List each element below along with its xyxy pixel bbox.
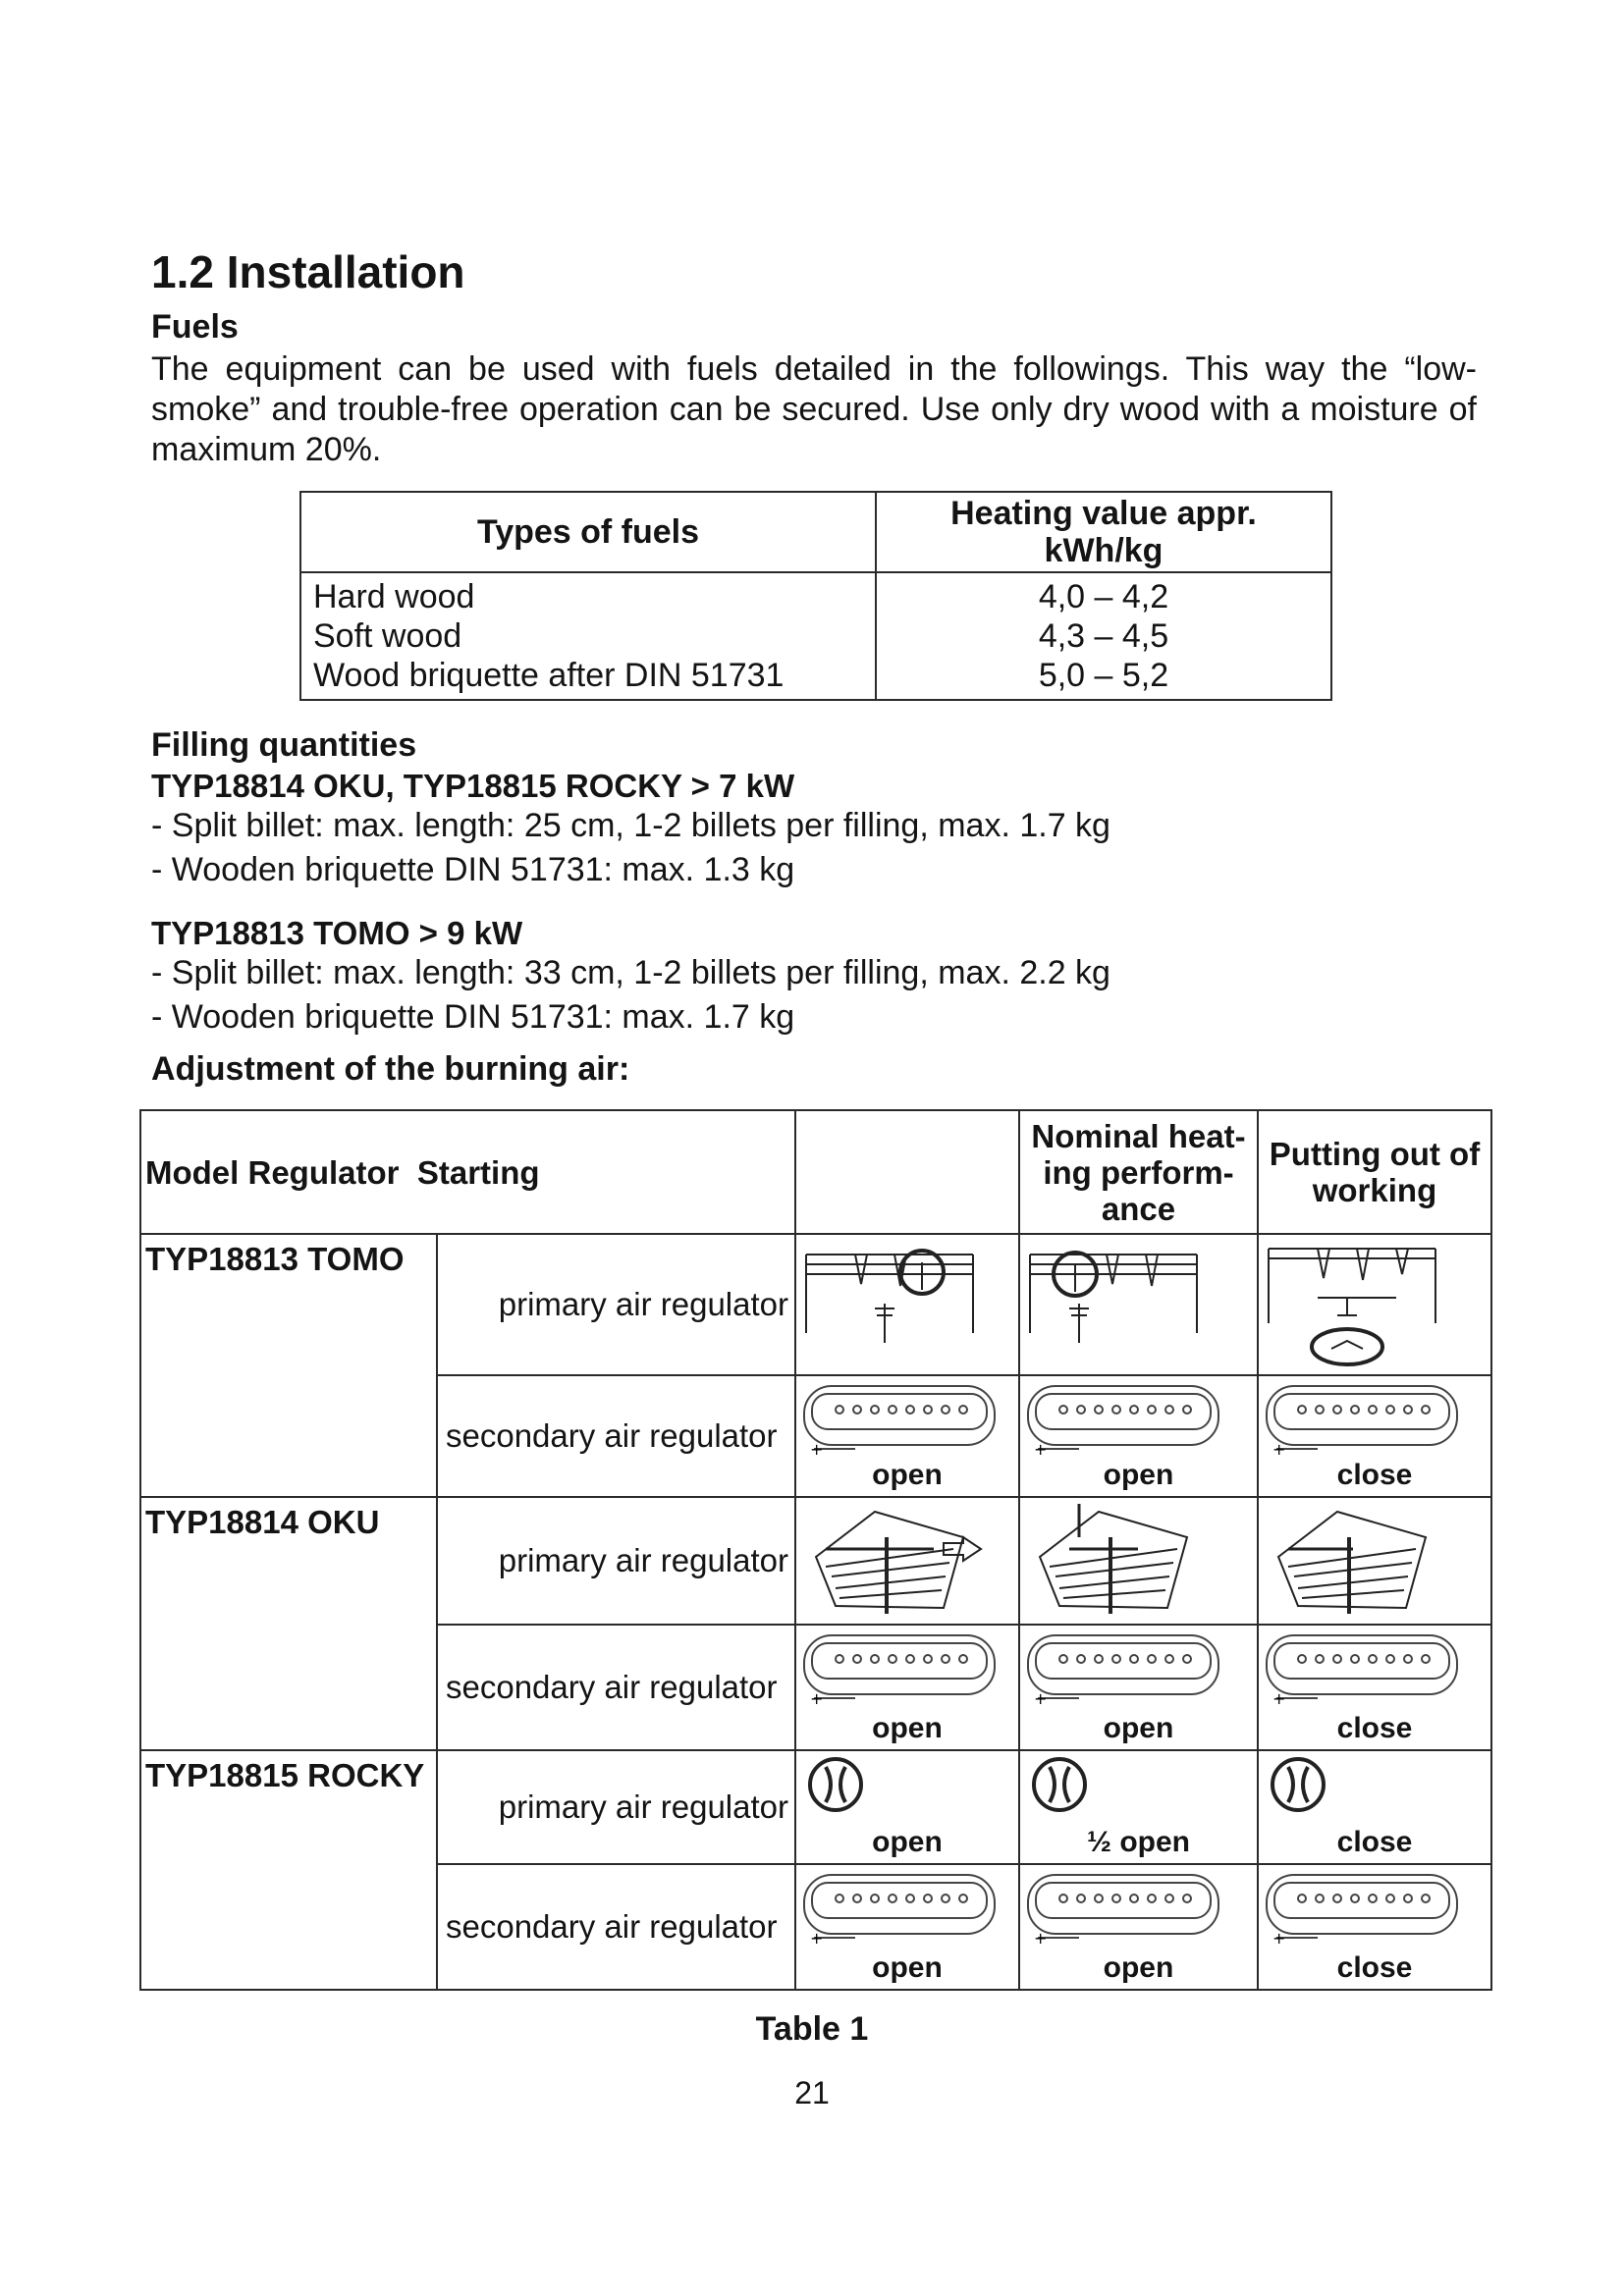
filling-group1-title: TYP18814 OKU, TYP18815 ROCKY > 7 kW [151,768,795,804]
nominal-line3: ance [1101,1190,1176,1227]
regulator-label: primary air regulator [437,1750,795,1864]
table-row [140,1234,1491,1375]
putting-line2: working [1312,1172,1437,1208]
fuels-col-heating-value [876,492,1331,572]
svg-text:+: + [1034,1929,1048,1948]
slider-diagram-icon [796,1376,1002,1459]
col-putting-out [1258,1110,1491,1234]
slider-diagram-icon [796,1865,1002,1948]
putting-line1: Putting out of [1269,1136,1481,1172]
rail-diagram-icon [796,1235,983,1368]
table-row [140,1750,1491,1864]
heating-value-line2: kWh/kg [1044,532,1164,569]
fuels-col-types: Types of fuels [300,492,876,572]
rocky-secondary-nominal [1019,1864,1258,1990]
slider-diagram-icon [796,1626,1002,1708]
fuel-type: Wood briquette after DIN 51731 [313,657,785,694]
table-caption: Table 1 [755,2010,869,2048]
filling-heading: Filling quantities [151,726,417,764]
adjustment-table [139,1109,1492,1991]
model-name: TYP18813 TOMO [140,1234,437,1497]
dial-icon [1020,1751,1099,1820]
heating-value-line1: Heating value appr. [950,495,1257,532]
oku-secondary-start [795,1625,1019,1750]
tomo-secondary-start [795,1375,1019,1497]
tomo-secondary-nominal [1019,1375,1258,1497]
filling-group2-line1: - Split billet: max. length: 33 cm, 1-2 billets per filling, max. 2.2 kg [151,954,1110,991]
slider-diagram-icon [1259,1626,1465,1708]
dial-icon [1259,1751,1337,1820]
slider-diagram-icon [1020,1865,1226,1948]
model-name: TYP18814 OKU [140,1497,437,1750]
dial-icon [796,1751,875,1820]
slider-diagram-icon [1020,1376,1226,1459]
oku-primary-nominal [1019,1497,1258,1625]
nominal-line2: ing perform- [1043,1153,1234,1191]
regulator-state: open [872,1712,943,1744]
slider-diagram-icon [1259,1865,1465,1948]
col-empty [795,1110,1019,1234]
table-row [140,1497,1491,1625]
regulator-state: close [1336,1712,1413,1744]
regulator-label: primary air regulator [437,1234,795,1375]
lever-diagram-icon [1020,1498,1217,1622]
filling-group2-line2: - Wooden briquette DIN 51731: max. 1.7 kg [151,998,795,1036]
nominal-line1: Nominal heat- [1031,1117,1246,1154]
fuel-types-cell [300,572,876,700]
svg-text:+: + [810,1440,824,1459]
svg-text:+: + [810,1689,824,1708]
regulator-label: primary air regulator [437,1497,795,1625]
slider-diagram-icon [1259,1376,1465,1459]
regulator-state: open [872,1826,943,1858]
regulator-state: open [1103,1459,1174,1491]
fuel-value: 4,0 – 4,2 [1038,578,1169,615]
tomo-primary-putting-out [1258,1234,1491,1375]
fuels-table-body [300,572,1331,700]
model-name: TYP18815 ROCKY [140,1750,437,1990]
fuels-heading: Fuels [151,308,239,346]
slider-diagram-icon [1020,1626,1226,1708]
regulator-state: ½ open [1086,1826,1190,1858]
fuel-type: Soft wood [313,617,462,655]
oku-secondary-putting-out [1258,1625,1491,1750]
lever-diagram-icon [796,1498,993,1622]
rocky-primary-nominal [1019,1750,1258,1864]
regulator-state: close [1336,1951,1413,1984]
fuel-value: 5,0 – 5,2 [1038,657,1169,694]
col-model-regulator-starting [140,1110,795,1234]
regulator-state: open [872,1459,943,1491]
rocky-secondary-putting-out [1258,1864,1491,1990]
regulator-label: secondary air regulator [437,1375,795,1497]
rocky-primary-putting-out [1258,1750,1491,1864]
adjustment-header-row [140,1110,1491,1234]
oku-primary-putting-out [1258,1497,1491,1625]
regulator-state: close [1336,1459,1413,1491]
fuel-values-cell [876,572,1331,700]
regulator-state: open [1103,1712,1174,1744]
section-title: 1.2 Installation [151,246,465,297]
regulator-state: close [1336,1826,1413,1858]
filling-group2-title: TYP18813 TOMO > 9 kW [151,915,523,951]
fuels-table [299,491,1332,701]
col-nominal [1019,1110,1258,1234]
filling-group1-line1: - Split billet: max. length: 25 cm, 1-2 billets per filling, max. 1.7 kg [151,807,1110,844]
regulator-state: open [1103,1951,1174,1984]
oku-secondary-nominal [1019,1625,1258,1750]
svg-text:+: + [1272,1440,1286,1459]
lever-diagram-icon [1259,1498,1455,1622]
regulator-label: secondary air regulator [437,1625,795,1750]
adjustment-heading: Adjustment of the burning air: [151,1050,630,1088]
tomo-secondary-putting-out [1258,1375,1491,1497]
fuel-value: 4,3 – 4,5 [1038,617,1169,655]
col-model-regulator: Model Regulator [145,1153,400,1191]
fuels-paragraph: The equipment can be used with fuels detailed in the followings. This way the “low-smoke” and trouble-free operation can be secured. Use only dry wood with a moisture of maximum 20%. [151,350,1477,468]
tomo-primary-start [795,1234,1019,1375]
oku-primary-start [795,1497,1019,1625]
page-number: 21 [794,2075,830,2110]
filling-group1-line2: - Wooden briquette DIN 51731: max. 1.3 kg [151,851,795,888]
rail-diagram-icon [1020,1235,1207,1368]
svg-text:+: + [1272,1689,1286,1708]
rocky-primary-start [795,1750,1019,1864]
svg-text:+: + [1034,1689,1048,1708]
fuel-type: Hard wood [313,578,475,615]
svg-text:+: + [810,1929,824,1948]
svg-text:+: + [1034,1440,1048,1459]
col-starting: Starting [416,1153,540,1191]
regulator-label: secondary air regulator [437,1864,795,1990]
fuels-table-header [300,492,1331,572]
rail-diagram-icon [1259,1235,1445,1368]
svg-text:+: + [1272,1929,1286,1948]
tomo-primary-nominal [1019,1234,1258,1375]
regulator-state: open [872,1951,943,1984]
rocky-secondary-start [795,1864,1019,1990]
